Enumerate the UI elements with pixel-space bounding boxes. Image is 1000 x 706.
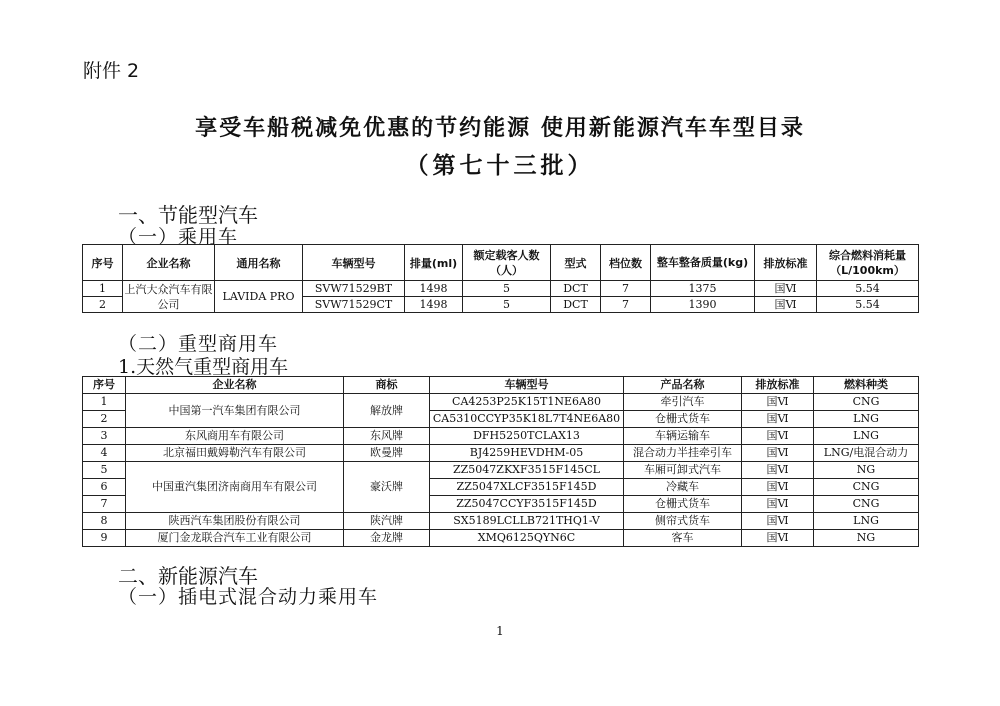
cell-no: 9 xyxy=(83,530,126,547)
document-title: 享受车船税减免优惠的节约能源 使用新能源汽车车型目录 xyxy=(195,115,805,141)
cell-fuel: CNG xyxy=(814,496,919,513)
cell-company: 北京福田戴姆勒汽车有限公司 xyxy=(126,445,344,462)
cell-brand: 金龙牌 xyxy=(344,530,430,547)
cell-product: 冷藏车 xyxy=(624,479,742,496)
table-row xyxy=(83,513,919,530)
cell-emission: 国Ⅵ xyxy=(742,445,814,462)
header-cell: 商标 xyxy=(344,377,430,394)
table-row xyxy=(83,428,919,445)
cell-company: 东风商用车有限公司 xyxy=(126,428,344,445)
cell-displacement: 1498 xyxy=(405,297,463,313)
cell-product: 侧帘式货车 xyxy=(624,513,742,530)
cell-no: 2 xyxy=(83,411,126,428)
cell-fuel: 5.54 xyxy=(817,281,919,297)
table-row xyxy=(83,445,919,462)
header-cell: 车辆型号 xyxy=(430,377,624,394)
cell-displacement: 1498 xyxy=(405,281,463,297)
cell-model: SVW71529BT xyxy=(303,281,405,297)
cell-emission: 国Ⅵ xyxy=(755,281,817,297)
header-cell: 排放标准 xyxy=(742,377,814,394)
header-cell: 燃料种类 xyxy=(814,377,919,394)
header-cell: 排放标准 xyxy=(755,245,817,281)
section-heading-energy-saving: 一、节能型汽车 xyxy=(118,203,258,227)
table-row xyxy=(83,394,919,411)
batch-subtitle: （第七十三批） xyxy=(405,152,595,179)
cell-brand: 豪沃牌 xyxy=(344,462,430,513)
cell-emission: 国Ⅵ xyxy=(742,496,814,513)
cell-type: DCT xyxy=(551,297,601,313)
cell-product: 车厢可卸式汽车 xyxy=(624,462,742,479)
cell-model: ZZ5047XLCF3515F145D xyxy=(430,479,624,496)
attachment-label: 附件 2 xyxy=(83,60,140,82)
cell-no: 1 xyxy=(83,394,126,411)
cell-fuel: LNG xyxy=(814,411,919,428)
header-cell: 车辆型号 xyxy=(303,245,405,281)
cell-no: 1 xyxy=(83,281,123,297)
cell-emission: 国Ⅵ xyxy=(742,479,814,496)
subsection-heading-heavy-commercial: （二）重型商用车 xyxy=(118,333,279,355)
cell-company: 陕西汽车集团股份有限公司 xyxy=(126,513,344,530)
cell-gears: 7 xyxy=(601,297,651,313)
cell-model: XMQ6125QYN6C xyxy=(430,530,624,547)
cell-model: SVW71529CT xyxy=(303,297,405,313)
cell-no: 2 xyxy=(83,297,123,313)
table-row xyxy=(83,530,919,547)
natural-gas-truck-table xyxy=(82,376,919,547)
passenger-car-table xyxy=(82,244,919,313)
header-cell: 整车整备质量(kg) xyxy=(651,245,755,281)
cell-brand: 欧曼牌 xyxy=(344,445,430,462)
cell-seats: 5 xyxy=(463,297,551,313)
cell-model: CA5310CCYP35K18L7T4NE6A80 xyxy=(430,411,624,428)
header-cell: 额定载客人数（人） xyxy=(463,245,551,281)
cell-no: 3 xyxy=(83,428,126,445)
subsection-heading-passenger-cars: （一）乘用车 xyxy=(118,226,239,248)
cell-fuel: LNG xyxy=(814,428,919,445)
cell-fuel: LNG xyxy=(814,513,919,530)
cell-emission: 国Ⅵ xyxy=(742,428,814,445)
cell-model: CA4253P25K15T1NE6A80 xyxy=(430,394,624,411)
cell-product: 仓栅式货车 xyxy=(624,411,742,428)
cell-fuel: CNG xyxy=(814,479,919,496)
cell-no: 8 xyxy=(83,513,126,530)
cell-company: 中国第一汽车集团有限公司 xyxy=(126,394,344,428)
cell-mass: 1375 xyxy=(651,281,755,297)
cell-emission: 国Ⅵ xyxy=(742,462,814,479)
cell-model: ZZ5047ZKXF3515F145CL xyxy=(430,462,624,479)
cell-product: 客车 xyxy=(624,530,742,547)
cell-product: 车辆运输车 xyxy=(624,428,742,445)
cell-brand: 解放牌 xyxy=(344,394,430,428)
cell-product: 混合动力半挂牵引车 xyxy=(624,445,742,462)
header-cell: 序号 xyxy=(83,377,126,394)
cell-fuel: NG xyxy=(814,462,919,479)
cell-emission: 国Ⅵ xyxy=(755,297,817,313)
cell-seats: 5 xyxy=(463,281,551,297)
cell-product: 牵引汽车 xyxy=(624,394,742,411)
cell-mass: 1390 xyxy=(651,297,755,313)
section-heading-new-energy: 二、新能源汽车 xyxy=(118,564,258,588)
header-cell: 产品名称 xyxy=(624,377,742,394)
table-row xyxy=(83,281,919,297)
cell-brand: 东风牌 xyxy=(344,428,430,445)
cell-gears: 7 xyxy=(601,281,651,297)
table-header-row xyxy=(83,377,919,394)
header-cell: 序号 xyxy=(83,245,123,281)
cell-company: 中国重汽集团济南商用车有限公司 xyxy=(126,462,344,513)
cell-common-name: LAVIDA PRO xyxy=(215,281,303,313)
header-cell: 通用名称 xyxy=(215,245,303,281)
page-number: 1 xyxy=(496,624,504,638)
cell-model: DFH5250TCLAX13 xyxy=(430,428,624,445)
cell-no: 7 xyxy=(83,496,126,513)
cell-emission: 国Ⅵ xyxy=(742,394,814,411)
cell-fuel: 5.54 xyxy=(817,297,919,313)
cell-fuel: NG xyxy=(814,530,919,547)
header-cell: 型式 xyxy=(551,245,601,281)
cell-model: BJ4259HEVDHM-05 xyxy=(430,445,624,462)
subsection-heading-plugin-hybrid: （一）插电式混合动力乘用车 xyxy=(118,586,379,608)
cell-emission: 国Ⅵ xyxy=(742,513,814,530)
cell-company: 上汽大众汽车有限公司 xyxy=(124,282,213,311)
cell-emission: 国Ⅵ xyxy=(742,411,814,428)
subsection-heading-natural-gas: 1.天然气重型商用车 xyxy=(118,356,289,378)
table-row xyxy=(83,462,919,479)
header-cell: 档位数 xyxy=(601,245,651,281)
header-cell: 企业名称 xyxy=(123,245,215,281)
table-header-row xyxy=(83,245,919,281)
cell-brand: 陕汽牌 xyxy=(344,513,430,530)
header-cell: 综合燃料消耗量（L/100km） xyxy=(817,245,919,281)
header-cell: 排量(ml) xyxy=(405,245,463,281)
cell-fuel: LNG/电混合动力 xyxy=(814,445,919,462)
cell-no: 6 xyxy=(83,479,126,496)
header-cell: 企业名称 xyxy=(126,377,344,394)
cell-no: 5 xyxy=(83,462,126,479)
cell-no: 4 xyxy=(83,445,126,462)
cell-company: 厦门金龙联合汽车工业有限公司 xyxy=(126,530,344,547)
cell-fuel: CNG xyxy=(814,394,919,411)
cell-product: 仓栅式货车 xyxy=(624,496,742,513)
cell-type: DCT xyxy=(551,281,601,297)
cell-model: ZZ5047CCYF3515F145D xyxy=(430,496,624,513)
cell-emission: 国Ⅵ xyxy=(742,530,814,547)
cell-model: SX5189LCLLB721THQ1-V xyxy=(430,513,624,530)
